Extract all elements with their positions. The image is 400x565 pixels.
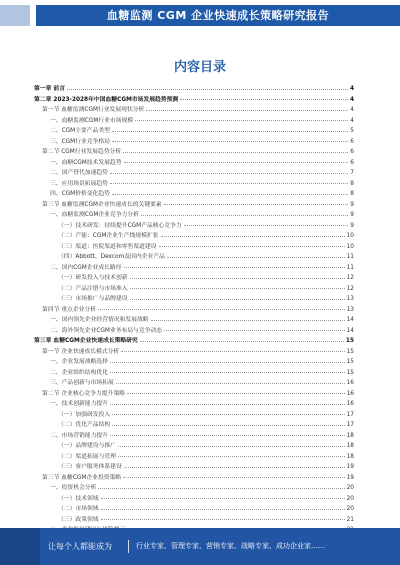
toc-entry-label: 一、血糖监测CGM行业市场规模 — [50, 117, 134, 124]
toc-entry-page: 16 — [346, 401, 354, 407]
toc-leader-dots — [110, 404, 345, 405]
toc-entry-label: （二）产能：CGM企业生产线规模扩张 — [58, 233, 159, 239]
toc-entry-label: （二）优化产品结构 — [58, 422, 111, 428]
toc-entry[interactable] — [34, 410, 354, 421]
toc-entry-page: 6 — [350, 138, 354, 145]
header — [0, 0, 400, 30]
toc-entry-page: 13 — [346, 306, 354, 313]
toc-entry[interactable] — [34, 452, 354, 463]
toc-entry[interactable] — [34, 483, 354, 494]
toc-entry[interactable] — [34, 221, 354, 232]
toc-entry-label: 第三节 血糖CGM企业投资策略 — [42, 474, 122, 481]
toc-entry[interactable] — [34, 263, 354, 274]
toc-entry[interactable] — [34, 357, 354, 368]
toc-entry[interactable] — [34, 273, 354, 284]
toc-leader-dots — [112, 194, 348, 195]
toc-entry-label: 第二节 CGM行业发展趋势分析 — [42, 149, 122, 155]
toc-entry-page: 11 — [346, 254, 354, 260]
toc-entry-page: 9 — [350, 212, 354, 218]
toc-entry-page: 19 — [346, 464, 354, 470]
toc-entry-page: 15 — [345, 338, 354, 344]
toc-entry[interactable] — [34, 462, 354, 473]
toc-entry-page: 6 — [350, 149, 354, 155]
toc-leader-dots — [67, 89, 348, 90]
toc-entry-label: （一）技术研发：持续提升CGM产品核心竞争力 — [58, 222, 182, 229]
report-title: 血糖监测 CGM 企业快速成长策略研究报告 — [106, 9, 330, 22]
toc-entry[interactable] — [34, 158, 354, 169]
toc-entry-page: 9 — [350, 201, 354, 208]
toc-entry-page: 18 — [346, 453, 354, 460]
toc-entry-page: 8 — [350, 191, 354, 197]
toc-entry[interactable] — [34, 326, 354, 337]
footer-roles: 行业专家、管理专家、营销专家、战略专家、成功企业家…… — [136, 542, 325, 550]
toc-entry-page: 4 — [350, 107, 354, 113]
toc-entry-label: 第四节 重点企业分析 — [42, 306, 97, 313]
toc-leader-dots — [135, 120, 348, 121]
toc-entry-label: （二）渠道拓展与管理 — [58, 453, 116, 460]
toc-entry-page: 10 — [346, 243, 354, 250]
toc-entry-label: （四）Abbott、Dexcom及国内企业产品 — [58, 254, 165, 260]
toc-leader-dots — [101, 509, 345, 510]
toc-entry[interactable] — [34, 389, 354, 400]
toc-leader-dots — [124, 467, 345, 468]
toc-leader-dots — [124, 162, 349, 163]
toc-entry[interactable] — [34, 252, 354, 263]
toc-entry[interactable] — [34, 210, 354, 221]
toc-entry-label: 一、血糖监测CGM企业竞争力分析 — [50, 212, 139, 218]
toc-entry-page: 14 — [346, 317, 354, 323]
toc-entry-label: 第二节 企业核心竞争力提升策略 — [42, 390, 125, 397]
footer-slogan: 让每个人都能成为 — [48, 542, 112, 551]
toc-entry-label: 第一章 前言 — [34, 86, 66, 92]
toc-leader-dots — [116, 383, 345, 384]
toc-leader-dots — [112, 425, 344, 426]
toc-entry-label: （二）市场领域 — [58, 506, 99, 512]
toc-entry-label: （一）技术领域 — [58, 495, 99, 502]
toc-entry-label: （一）研发投入与技术创新 — [58, 275, 128, 281]
toc-entry-label: 三、产品创新与市场拓展 — [50, 380, 114, 386]
toc-entry-label: 二、海外领先企业CGM业务布局与竞争动态 — [50, 327, 163, 334]
toc-entry[interactable] — [34, 179, 354, 190]
toc-entry[interactable] — [34, 347, 354, 358]
toc-entry-label: 第一节 企业快速成长模式分析 — [42, 348, 120, 355]
toc-entry-page: 21 — [346, 516, 354, 523]
footer-divider — [128, 540, 129, 553]
toc-entry-page: 10 — [346, 233, 354, 239]
toc-entry-page: 19 — [346, 474, 354, 481]
toc-entry-label: 二、CGM主要产品类型 — [50, 128, 110, 134]
toc-entry[interactable] — [34, 242, 354, 253]
toc-leader-dots — [180, 99, 348, 100]
toc-entry-page: 15 — [346, 348, 354, 355]
toc-entry-label: 三、应用场景拓展趋势 — [50, 180, 108, 187]
toc-entry-label: （三）政策领域 — [58, 516, 99, 523]
toc-entry[interactable] — [34, 200, 354, 211]
toc-entry-page: 5 — [350, 128, 354, 134]
toc-entry[interactable] — [34, 231, 354, 242]
toc-entry-page: 7 — [350, 170, 354, 176]
toc-leader-dots — [167, 257, 345, 258]
toc-entry-page: 11 — [346, 264, 354, 271]
toc-entry-label: 一、企业发展战略选择 — [50, 359, 108, 365]
toc-leader-dots — [110, 183, 348, 184]
toc-leader-dots — [98, 309, 345, 310]
toc-entry[interactable] — [34, 95, 354, 106]
toc-leader-dots — [101, 498, 345, 499]
toc-entry-label: （一）品牌建设与推广 — [58, 443, 116, 449]
footer-accent — [0, 528, 40, 565]
toc-entry-page: 4 — [349, 96, 354, 103]
toc-entry-page: 9 — [350, 222, 354, 229]
toc-leader-dots — [110, 173, 348, 174]
toc-entry-page: 17 — [346, 411, 354, 418]
toc-entry-label: 一、血糖CGM技术发展趋势 — [50, 159, 122, 166]
toc-entry-label: 二、国内CGM企业成长路径 — [50, 264, 122, 271]
toc-entry[interactable] — [34, 441, 354, 452]
toc-entry-label: （二）产品注册与市场准入 — [58, 285, 128, 292]
toc-leader-dots — [141, 215, 348, 216]
toc-entry-label: 一、技术创新能力提升 — [50, 401, 108, 407]
toc-entry-label: 三、CGM行业竞争格局 — [50, 138, 110, 145]
toc-entry-page: 12 — [346, 285, 354, 292]
table-of-contents — [34, 84, 354, 536]
toc-entry-label: 四、CGM价格变化趋势 — [50, 191, 110, 197]
toc-leader-dots — [161, 236, 345, 237]
toc-entry-page: 16 — [346, 390, 354, 397]
toc-leader-dots — [118, 456, 345, 457]
toc-entry-label: 一、投资机会分析 — [50, 485, 97, 491]
toc-entry[interactable] — [34, 494, 354, 505]
toc-entry-label: （三）市场推广与品牌建设 — [58, 296, 128, 302]
toc-entry[interactable] — [34, 189, 354, 200]
toc-entry-page: 12 — [346, 275, 354, 281]
toc-leader-dots — [98, 488, 344, 489]
toc-entry-label: 第三章 血糖CGM企业快速成长策略研究 — [34, 338, 138, 344]
toc-entry[interactable] — [34, 137, 354, 148]
footer — [0, 528, 400, 565]
toc-entry-label: 第二章 2023-2028年中国血糖CGM市场发展趋势预测 — [34, 96, 179, 103]
toc-leader-dots — [110, 362, 345, 363]
toc-leader-dots — [127, 393, 345, 394]
toc-entry[interactable] — [34, 116, 354, 127]
toc-entry-page: 20 — [346, 506, 354, 512]
toc-leader-dots — [124, 267, 345, 268]
toc-entry-page: 8 — [350, 180, 354, 187]
toc-entry-page: 13 — [346, 296, 354, 302]
toc-leader-dots — [112, 414, 344, 415]
toc-entry-label: 第一节 血糖监测CGM行业发展现状分析 — [42, 107, 145, 113]
toc-entry[interactable] — [34, 168, 354, 179]
header-accent — [0, 5, 30, 26]
toc-entry[interactable] — [34, 284, 354, 295]
toc-entry[interactable] — [34, 473, 354, 484]
toc-entry[interactable] — [34, 399, 354, 410]
toc-leader-dots — [184, 225, 349, 226]
toc-leader-dots — [123, 477, 344, 478]
toc-entry-page: 4 — [350, 117, 354, 124]
toc-entry-page: 14 — [346, 327, 354, 334]
toc-entry-page: 4 — [349, 86, 354, 92]
toc-entry-page: 15 — [346, 369, 354, 376]
toc-leader-dots — [123, 152, 348, 153]
toc-entry[interactable] — [34, 105, 354, 116]
toc-entry-page: 15 — [346, 359, 354, 365]
toc-leader-dots — [110, 372, 345, 373]
toc-entry-label: （一）加强研发投入 — [58, 411, 111, 418]
toc-entry[interactable] — [34, 504, 354, 515]
toc-entry[interactable] — [34, 126, 354, 137]
toc-entry-label: 一、国内领先企业经营情况和发展战略 — [50, 317, 149, 323]
toc-entry[interactable] — [34, 378, 354, 389]
toc-entry-label: 二、国产替代加速趋势 — [50, 170, 108, 176]
toc-leader-dots — [159, 246, 345, 247]
toc-leader-dots — [140, 341, 344, 342]
toc-entry-label: 二、企业组织结构优化 — [50, 369, 108, 376]
toc-entry-label: （三）客户服务体系建设 — [58, 464, 122, 470]
toc-entry-label: 第三节 血糖监测CGM企业快速成长的关键要素 — [42, 201, 162, 208]
toc-leader-dots — [110, 435, 345, 436]
toc-leader-dots — [164, 330, 345, 331]
toc-leader-dots — [112, 141, 348, 142]
toc-entry[interactable] — [34, 515, 354, 526]
toc-leader-dots — [130, 299, 345, 300]
toc-entry[interactable] — [34, 294, 354, 305]
toc-entry[interactable] — [34, 84, 354, 95]
toc-entry[interactable] — [34, 420, 354, 431]
toc-leader-dots — [151, 320, 345, 321]
toc-entry[interactable] — [34, 431, 354, 442]
toc-leader-dots — [130, 288, 345, 289]
toc-leader-dots — [130, 278, 345, 279]
toc-leader-dots — [118, 446, 345, 447]
toc-entry-label: （三）渠道：医院渠道和零售渠道建设 — [58, 243, 157, 250]
toc-entry[interactable] — [34, 305, 354, 316]
toc-leader-dots — [164, 204, 349, 205]
toc-entry[interactable] — [34, 147, 354, 158]
toc-entry-page: 18 — [346, 432, 354, 439]
toc-leader-dots — [112, 131, 348, 132]
toc-leader-dots — [121, 351, 344, 352]
toc-leader-dots — [101, 519, 345, 520]
page-title: 内容目录 — [173, 60, 226, 75]
toc-entry-page: 18 — [346, 443, 354, 449]
toc-entry[interactable] — [34, 315, 354, 326]
toc-entry[interactable] — [34, 368, 354, 379]
toc-leader-dots — [146, 110, 348, 111]
toc-entry-page: 6 — [350, 159, 354, 166]
toc-entry-label: 二、市场营销能力提升 — [50, 432, 108, 439]
toc-entry-page: 20 — [346, 495, 354, 502]
toc-entry-page: 20 — [346, 485, 354, 491]
toc-entry[interactable] — [34, 336, 354, 347]
toc-entry-page: 17 — [346, 422, 354, 428]
toc-entry-page: 16 — [346, 380, 354, 386]
